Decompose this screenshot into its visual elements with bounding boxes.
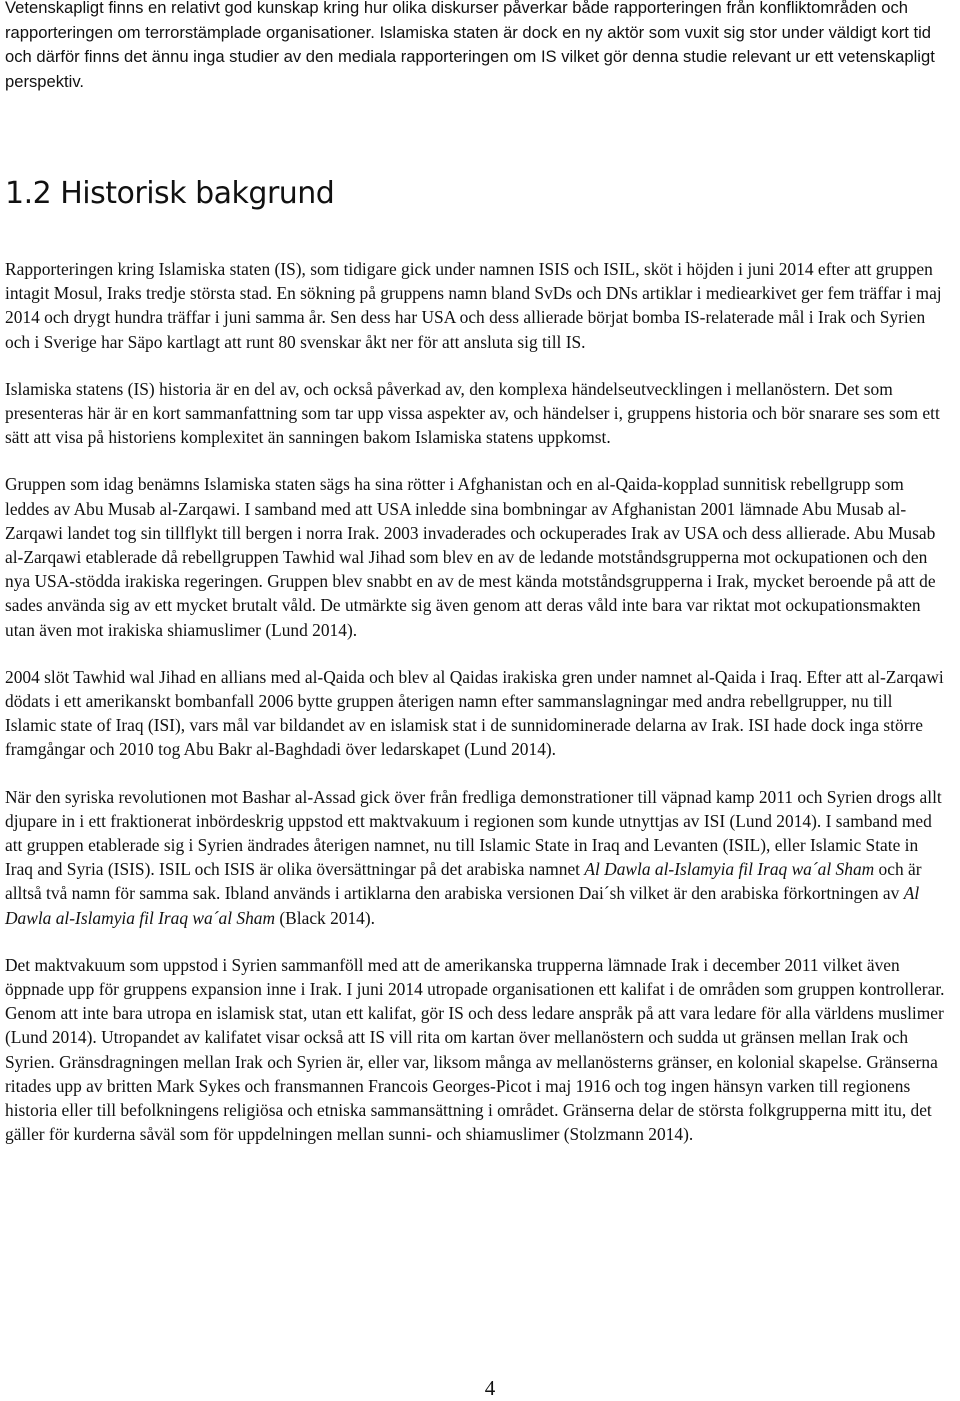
paragraph-1: Rapporteringen kring Islamiska staten (IS), som tidigare gick under namnen ISIS och ISIL, sköt i höjden i juni 2014 efter att gruppen intagit Mosul, Iraks tredje största stad. En sökning på gruppens namn bland SvDs och DNs artiklar i mediearkivet ger fem träffar i maj 2014 och drygt hundra träffar i juni samma år. Sen dess har USA och dess allierade börjat bomba IS-relaterade mål i Irak och Syrien och i Sverige har Säpo kartlagt att runt 80 svenskar åkt ner för att ansluta sig till IS. [5, 259, 942, 352]
arabic-name-italic-2: Al Dawla al-Islamyia fil Iraq wa´al Sham [5, 883, 920, 928]
paragraph-5-text-a: När den syriska revolutionen mot Bashar al-Assad gick över från fredliga demonstrationer till väpnad kamp 2011 och Syrien drogs allt djupare in i ett fraktionerat inbördeskrig uppstod ett maktvakuum i regionen som kunde utnyttjas av ISI (Lund 2014). I samband med att gruppen etablerade sig i Syrien ändrades återigen namnet, nu till Islamic State in Iraq and Levanten (ISIL), eller Islamic State in Iraq and Syria (ISIS). ISIL och ISIS är olika översättningar på det arabiska namnet [5, 786, 942, 880]
paragraph-4: 2004 slöt Tawhid wal Jihad en allians med al-Qaida och blev al Qaidas irakiska gren under namnet al-Qaida i Iraq. Efter att al-Zarqawi dödats i ett amerikanskt bombanfall 2006 bytte gruppen återigen namn efter sammanslagningar med andra rebellgrupper, nu till Islamic state of Iraq (ISI), vars mål var bildandet av en islamisk stat i de sunnidominerade delarna av Irak. ISI hade dock inga större framgångar och 2010 tog Abu Bakr al-Baghdadi över ledarskapet (Lund 2014). [5, 666, 944, 760]
paragraph-5 [5, 785, 945, 930]
page-number: 4 [484, 1376, 496, 1400]
paragraph-2: Islamiska statens (IS) historia är en del av, och också påverkad av, den komplexa händelseutvecklingen i mellanöstern. Det som presenteras här är en kort sammanfattning som tar upp vissa aspekter av, och händelser i, gruppens historia och bör snarare ses som ett sätt att visa på historiens komplexitet än sanningen bakom Islamiska statens uppkomst. [5, 378, 940, 448]
paragraph-3: Gruppen som idag benämns Islamiska staten sägs ha sina rötter i Afghanistan och en al-Qaida-kopplad sunnitisk rebellgrupp som leddes av Abu Musab al-Zarqawi. I samband med att USA inledde sina bombningar av Afghanistan 2001 lämnade Abu Musab al-Zarqawi landet tog sin tillflykt till bergen i norra Irak. 2003 invaderades och ockuperades Irak av USA och dess allierade. Abu Musab al-Zarqawi etablerade då rebellgruppen Tawhid wal Jihad som blev en av de ledande motståndsgrupperna mot ockupationen och den nya USA-stödda irakiska regeringen. Gruppen blev snabbt en av de mest kända motståndsgrupperna i Irak, mycket beroende på att de sades använda sig av ett mycket brutalt våld. De utmärkte sig även genom att deras våld inte bara var riktat mot ockupationsmakten utan även mot irakiska shiamuslimer (Lund 2014). [5, 474, 936, 640]
intro-paragraph: Vetenskapligt finns en relativt god kunskap kring hur olika diskurser påverkar både rapporteringen från konfliktområden och rapporteringen om terrorstämplade organisationer. Islamiska staten är dock en ny aktör som vuxit sig stor under väldigt kort tid och därför finns det ännu inga studier av den mediala rapporteringen om IS vilket gör denna studie relevant ur ett vetenskapligt perspektiv. [5, 0, 935, 91]
paragraph-5-text-b: och är alltså två namn för samma sak. Ibland används i artiklarna den arabiska versionen Dai´sh vilket är den arabiska förkortningen av [5, 859, 922, 904]
paragraph-5-text-c: (Black 2014). [275, 907, 376, 928]
arabic-name-italic: Al Dawla al-Islamyia fil Iraq wa´al Sham [584, 859, 875, 880]
paragraph-6: Det maktvakuum som uppstod i Syrien sammanföll med att de amerikanska trupperna lämnade Irak i december 2011 vilket även öppnade upp för gruppens expansion inne i Irak. I juni 2014 utropade organisationen ett kalifat i de områden som gruppen kontrollerar. Genom att inte bara utropa en islamisk stat, utan ett kalifat, gör IS och dess ledare anspråk på att vara ledare för alla världens muslimer (Lund 2014). Utropandet av kalifatet visar också att IS vill rita om kartan över mellanöstern och sudda ut gränsen mellan Irak och Syrien. Gränsdragningen mellan Irak och Syrien är, eller var, liksom många av mellanösterns gränser, en kolonial skapelse. Gränserna ritades upp av britten Mark Sykes och fransmannen Francois Georges-Picot i maj 1916 och tog ingen hänsyn varken till regionens historia eller till befolkningens religiösa och etniska sammansättning i området. Gränserna delar de största folkgrupperna mitt itu, det gäller för kurderna såväl som för uppdelningen mellan sunni- och shiamuslimer (Stolzmann 2014). [5, 954, 945, 1145]
section-body [5, 257, 945, 1170]
section-heading: 1.2 Historisk bakgrund [5, 176, 335, 211]
